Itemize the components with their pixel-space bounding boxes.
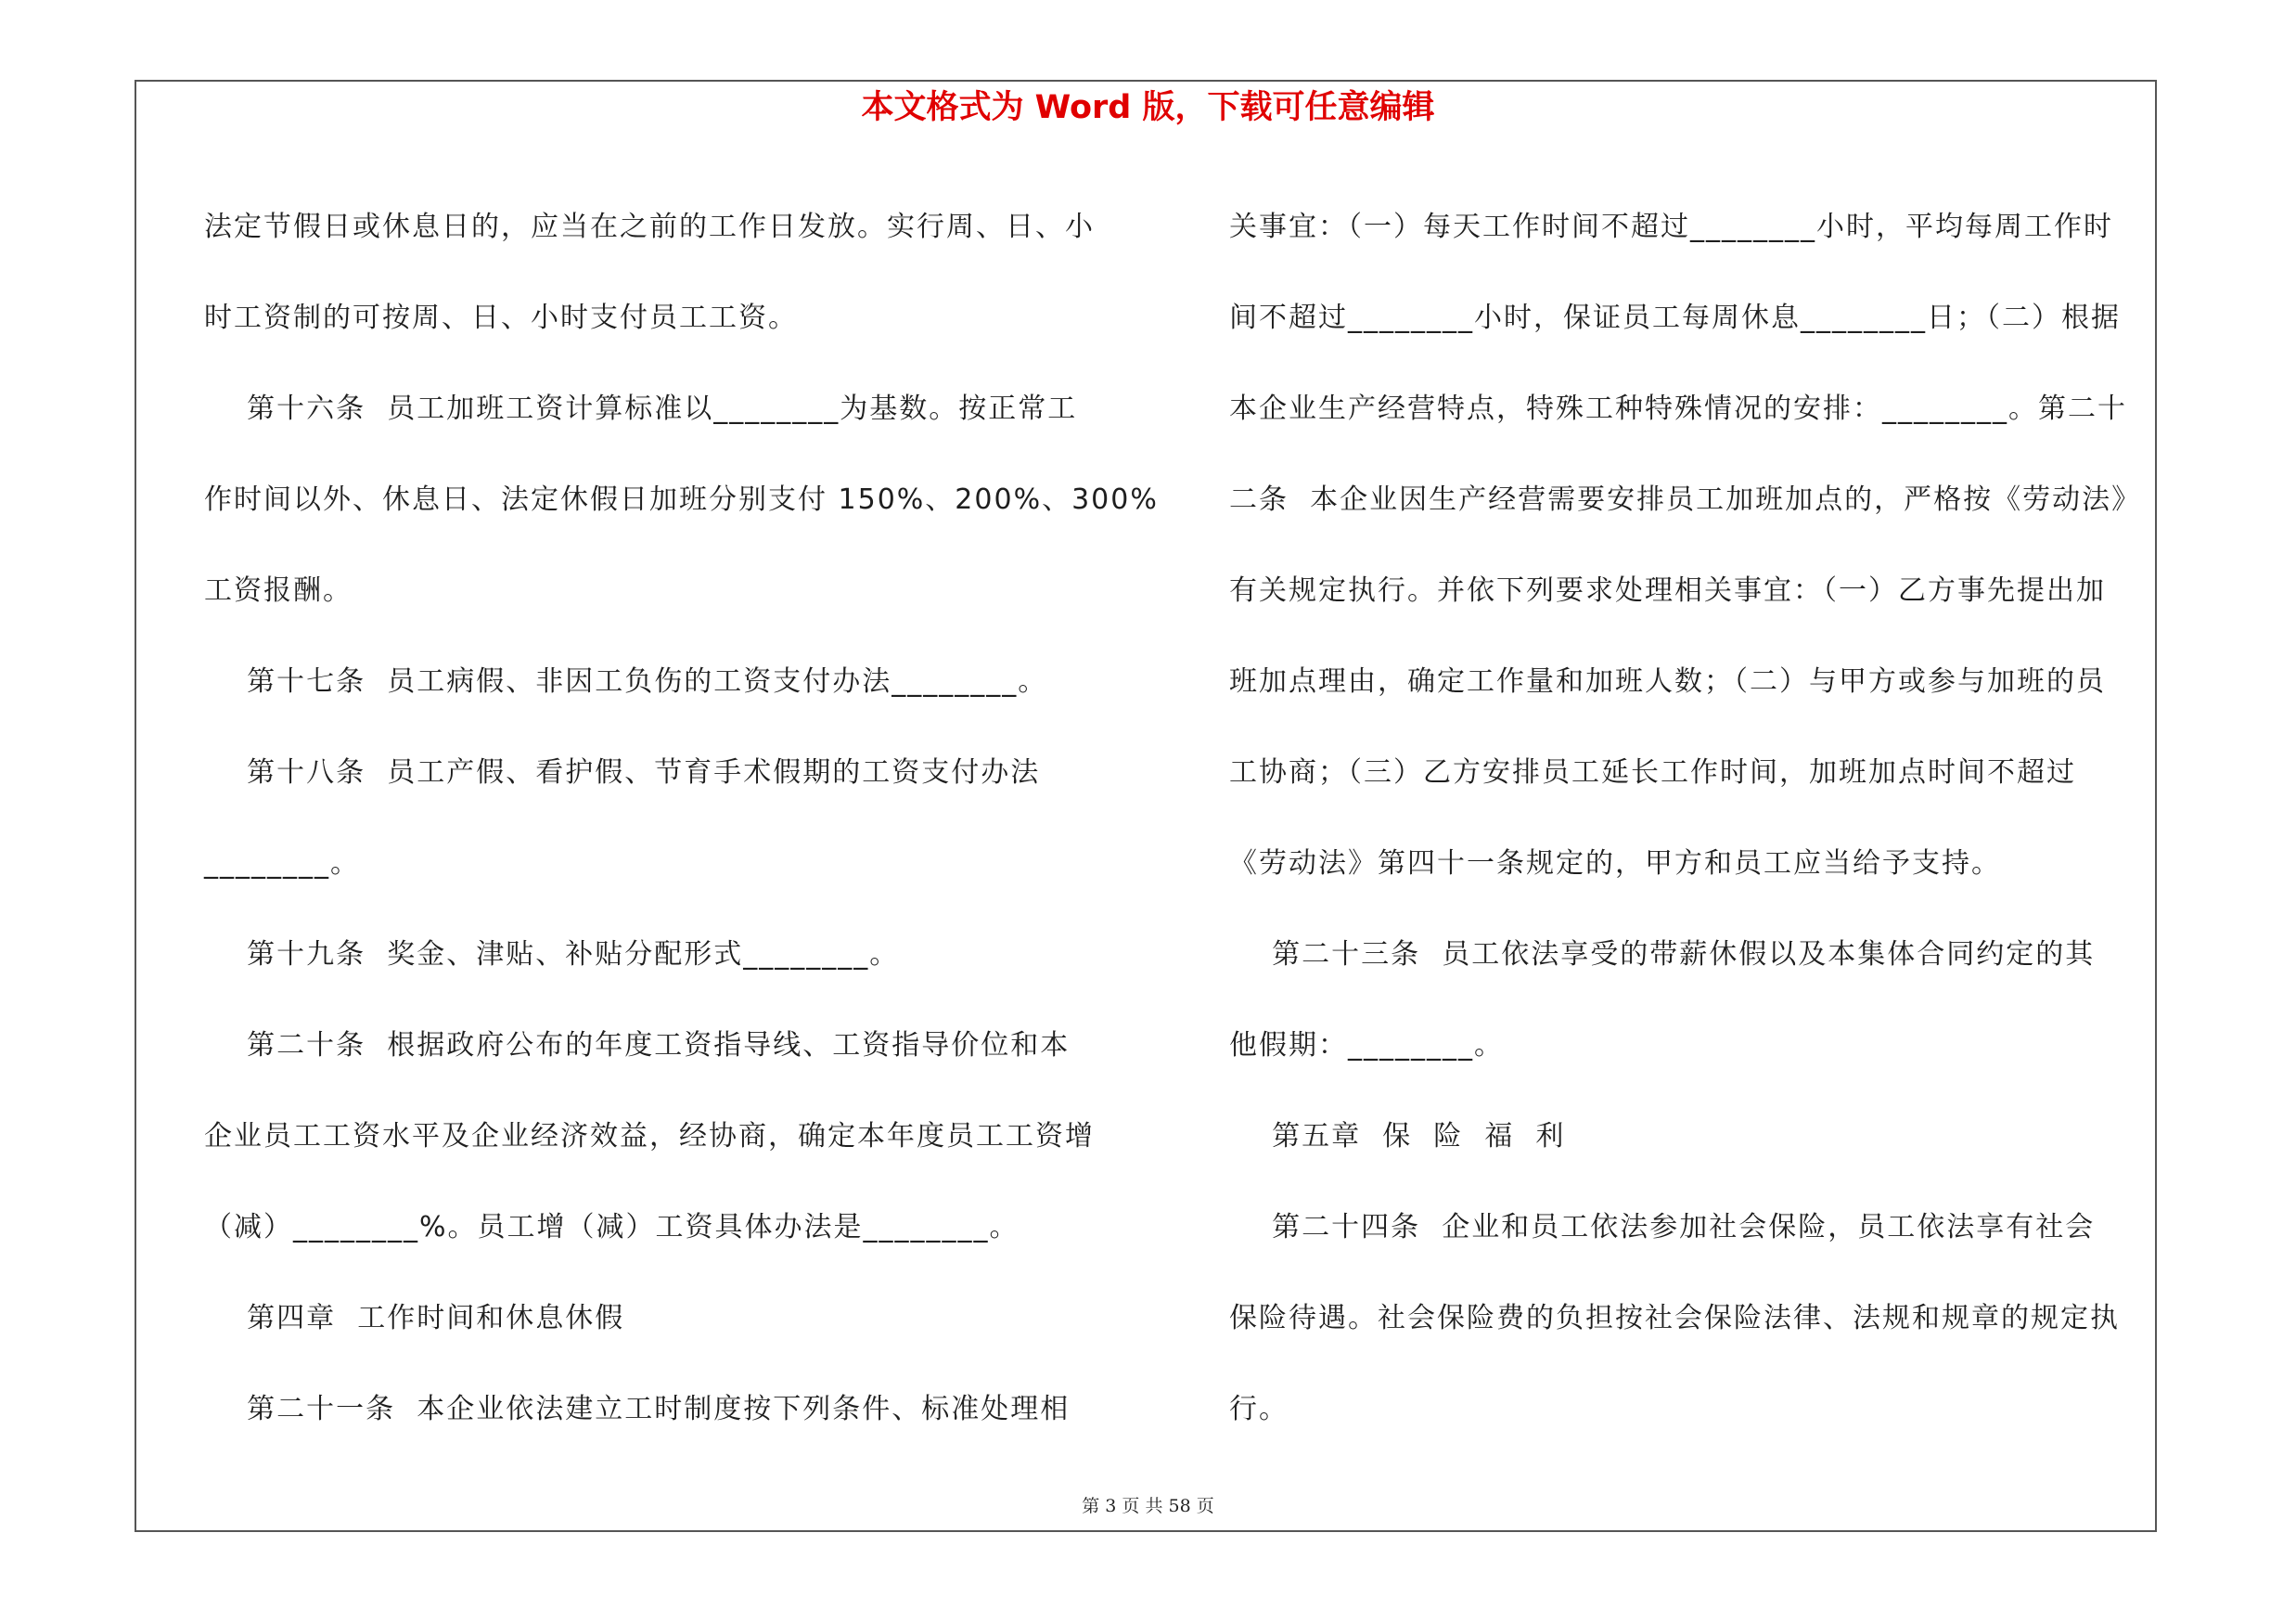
left-text-column [204,182,1159,1455]
right-text-column [1229,182,2157,1455]
right-column-line: 第二十三条 员工依法享受的带薪休假以及本集体合同约定的其 [1229,938,2096,971]
left-column-line: 第四章 工作时间和休息休假 [204,1302,625,1334]
left-column-line: 第二十一条 本企业依法建立工时制度按下列条件、标准处理相 [204,1393,1071,1425]
right-column-line: 有关规定执行。并依下列要求处理相关事宜：（一）乙方事先提出加 [1229,574,2106,607]
left-column-line: 企业员工工资水平及企业经济效益，经协商，确定本年度员工工资增 [204,1120,1095,1153]
left-column-line: 第十九条 奖金、津贴、补贴分配形式________。 [204,938,900,971]
right-column-line: 二条 本企业因生产经营需要安排员工加班加点的，严格按《劳动法》 [1229,483,2142,516]
left-column-line: 第十六条 员工加班工资计算标准以________为基数。按正常工 [204,393,1078,425]
right-column-line: 《劳动法》第四十一条规定的，甲方和员工应当给予支持。 [1229,847,2001,880]
left-column-line: 作时间以外、休息日、法定休假日加班分别支付 150%、200%、300% [204,483,1159,516]
right-column-line: 保险待遇。社会保险费的负担按社会保险法律、法规和规章的规定执 [1229,1302,2120,1334]
right-column-line: 本企业生产经营特点，特殊工种特殊情况的安排：________。第二十 [1229,393,2127,425]
right-column-line: 间不超过________小时，保证员工每周休息________日；（二）根据 [1229,302,2121,334]
document-header-notice: 本文格式为 Word 版，下载可任意编辑 [861,89,1435,126]
left-column-line: 第十七条 员工病假、非因工负伤的工资支付办法________。 [204,665,1048,698]
left-column-line: 第二十条 根据政府公布的年度工资指导线、工资指导价位和本 [204,1029,1071,1062]
left-column-line: 工资报酬。 [204,574,353,607]
right-column-line: 班加点理由，确定工作量和加班人数；（二）与甲方或参与加班的员 [1229,665,2106,698]
right-column-line: 关事宜：（一）每天工作时间不超过________小时，平均每周工作时 [1229,211,2113,243]
left-column-line: （减）________%。员工增（减）工资具体办法是________。 [204,1211,1020,1243]
left-column-line: 第十八条 员工产假、看护假、节育手术假期的工资支付办法 [204,756,1041,789]
left-column-line: 时工资制的可按周、日、小时支付员工工资。 [204,302,798,334]
left-column-line: ________。 [204,847,360,880]
right-column-line: 行。 [1229,1393,1289,1425]
right-column-line: 第二十四条 企业和员工依法参加社会保险，员工依法享有社会 [1229,1211,2096,1243]
right-column-line: 第五章 保 险 福 利 [1229,1120,1566,1153]
right-column-line: 工协商；（三）乙方安排员工延长工作时间，加班加点时间不超过 [1229,756,2076,789]
left-column-line: 法定节假日或休息日的，应当在之前的工作日发放。实行周、日、小 [204,211,1095,243]
right-column-line: 他假期：________。 [1229,1029,1504,1062]
page-number: 第 3 页 共 58 页 [1082,1496,1214,1516]
